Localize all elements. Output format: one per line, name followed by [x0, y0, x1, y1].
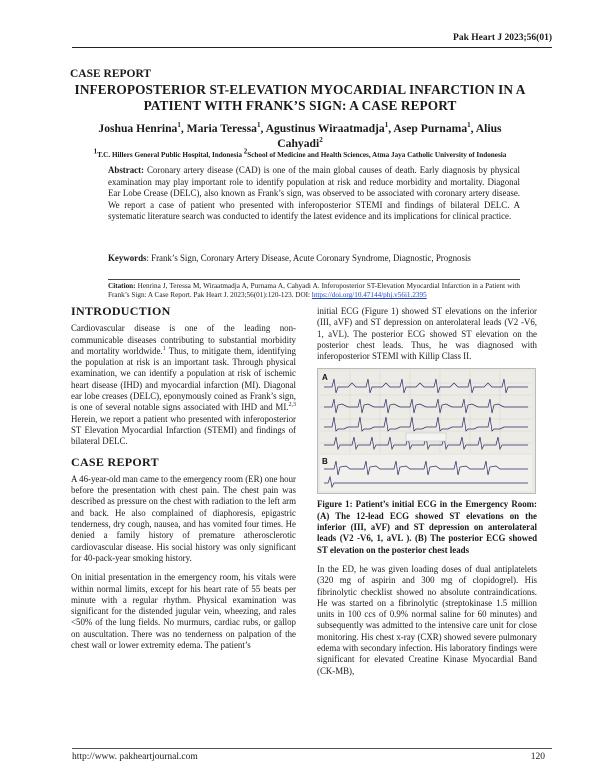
footer-divider: [72, 748, 552, 749]
introduction-paragraph: Cardiovascular disease is one of the leading non-communicable diseases contributing to substantial morbidity and mortality worldwide.$^1$ Thus, to mitigate them, identifying the population at risk is an important task. Through physical examination, we can identify a population at risk of ischemic heart disease (IHD) and myocardial infarction (MI). Diagonal ear lobe creases (DELC), eponymously coined as Frank’s sign, is one of several notable signs associated with IHD and MI.$^{2,3}$ Herein, we report a patient who presented with inferoposterior ST Elevation Myocardial Infarction (STEMI) and findings of bilateral DELC.: [71, 323, 296, 447]
introduction-heading: INTRODUCTION: [71, 304, 171, 318]
ecg-12-lead-image: [320, 371, 532, 453]
doi-link[interactable]: https://doi.org/10.47144/phj.v56i1.2395: [311, 291, 427, 300]
author-affiliation-mark: 1: [177, 121, 181, 130]
header-divider: [72, 47, 552, 48]
author-affiliation-mark: 1: [384, 121, 389, 130]
figure-caption: Figure 1: Patient’s initial ECG in the Emergency Room: (A) The 12-lead ECG showed ST elevations on the inferior (III, aVF) and ST depression on anterolateral leads (V2 -V6, 1, aVL ). (B) The posterior ECG showed ST elevation on the posterior chest leads: [317, 499, 537, 555]
author-affiliation-mark: 1: [256, 121, 261, 130]
ecg-posterior-image: [320, 455, 532, 491]
author-affiliation-mark: 2: [319, 135, 323, 144]
case-report-heading: CASE REPORT: [71, 454, 159, 469]
citation-box: [108, 279, 520, 301]
affiliation-number: 2: [243, 147, 248, 156]
reference-mark: 1: [162, 345, 166, 352]
right-column: [317, 306, 537, 683]
reference-mark: 2,3: [288, 402, 296, 409]
figure-panel-label-b: B: [322, 457, 328, 467]
affiliation-number: 1: [93, 147, 98, 156]
page-number: 120: [530, 752, 545, 762]
citation-label: Citation:: [108, 282, 136, 290]
body-paragraph: In the ED, he was given loading doses of dual antiplatelets (320 mg of aspirin and 300 mg of clopidogrel). His fibrinolytic checklist showed no absolute contraindications. He was started on a fibrinolytic (streptokinase 1.5 million units in 100 ccs of 0.9% normal saline for 60 minutes) and subsequently was admitted to the intensive care unit for close monitoring. His chest x-ray (CXR) showed severe pulmonary edema with secondary infection. His laboratory findings were significant for elevated Creatine Kinase Myocardial Band (CK-MB),: [317, 563, 537, 676]
keywords: [108, 253, 520, 265]
affiliation-text: School of Medicine and Health Sciences, Atma Jaya Catholic University of Indonesia: [247, 151, 507, 159]
body-paragraph: initial ECG (Figure 1) showed ST elevations on the inferior (III, aVF) and ST depression on anterolateral leads (V2 -V6, 1, aVL). The posterior ECG showed ST elevation on the posterior chest leads. Thus, he was diagnosed with inferoposterior STEMI with Killip Class II.: [317, 306, 537, 362]
author-affiliation-mark: 1: [467, 121, 471, 130]
keywords-label: Keywords: [108, 253, 147, 263]
author-name: Asep Purnama: [393, 122, 468, 135]
figure-panel-label-a: A: [322, 373, 328, 383]
citation-text: Henrina J, Teressa M, Wiraatmadja A, Purnama A, Cahyadi A. Inferoposterior ST-Elevation Myocardial Infarction in a Patient with Frank’s Sign: A Case Report. Pak Heart J. 2023;56(01):120-123. DOI:: [108, 282, 520, 300]
case-paragraph: On initial presentation in the emergency room, his vitals were within normal limits, except for his heart rate of 55 beats per minute with a regular rhythm. Physical examination was significant for the distended jugular vein, wheezing, and rales <50% of the lung fields. No murmurs, cardiac rubs, or gallop on auscultation. There was no tenderness on palpation of the chest wall or lower extremity edema. The patient’s: [71, 572, 296, 651]
left-column: [71, 306, 296, 657]
case-paragraph: A 46-year-old man came to the emergency room (ER) one hour before the presentation with chest pain. The chest pain was described as pressure on the chest with radiation to the left arm and back. He also complained of diaphoresis, epigastric tenderness, dry cough, nausea, and has vomited four times. He denied a family history of premature atherosclerotic cardiovascular disease. His social history was only significant for 40-pack-year smoking history.: [71, 473, 296, 563]
journal-reference: Pak Heart J 2023;56(01): [453, 33, 552, 43]
author-name: Alius Cahyadi: [277, 122, 502, 150]
keywords-text: : Frank’s Sign, Coronary Artery Disease, Acute Coronary Syndrome, Diagnostic, Prognosis: [146, 253, 471, 263]
footer-url: http://www. pakheartjournal.com: [72, 752, 198, 762]
article-title: INFEROPOSTERIOR ST-ELEVATION MYOCARDIAL INFARCTION IN A PATIENT WITH FRANK’S SIGN: A CASE REPORT: [74, 82, 526, 113]
affiliation-text: T.C. Hillers General Public Hospital, Indonesia: [97, 151, 244, 159]
author-name: Agustinus Wiraatmadja: [265, 122, 385, 135]
ecg-figure: [317, 368, 536, 494]
section-tag: CASE REPORT: [70, 68, 152, 80]
abstract-label: Abstract:: [108, 165, 144, 175]
abstract: [108, 165, 520, 223]
author-name: Maria Teressa: [186, 122, 257, 135]
author-name: Joshua Henrina: [98, 122, 178, 135]
abstract-text: Coronary artery disease (CAD) is one of the main global causes of death. Early diagnosis by physical examination may play important role to identify population at risk and reduce morbidity and mortality. Diagonal Ear Lobe Crease (DELC), also known as Frank’s sign, was observed to be associated with coronary artery disease. We report a case of patient who presented with inferoposterior STEMI and findings of bilateral DELC. A systematic literature search was conducted to identify the latest evidence and its implications for clinical practice.: [108, 165, 520, 222]
author-list: Joshua Henrina$^1$, Maria Teressa$^1$, Agustinus Wiraatmadja$^1$, Asep Purnama$^1$, Alius Cahyadi$^2$: [98, 121, 502, 150]
affiliations: [50, 147, 550, 160]
